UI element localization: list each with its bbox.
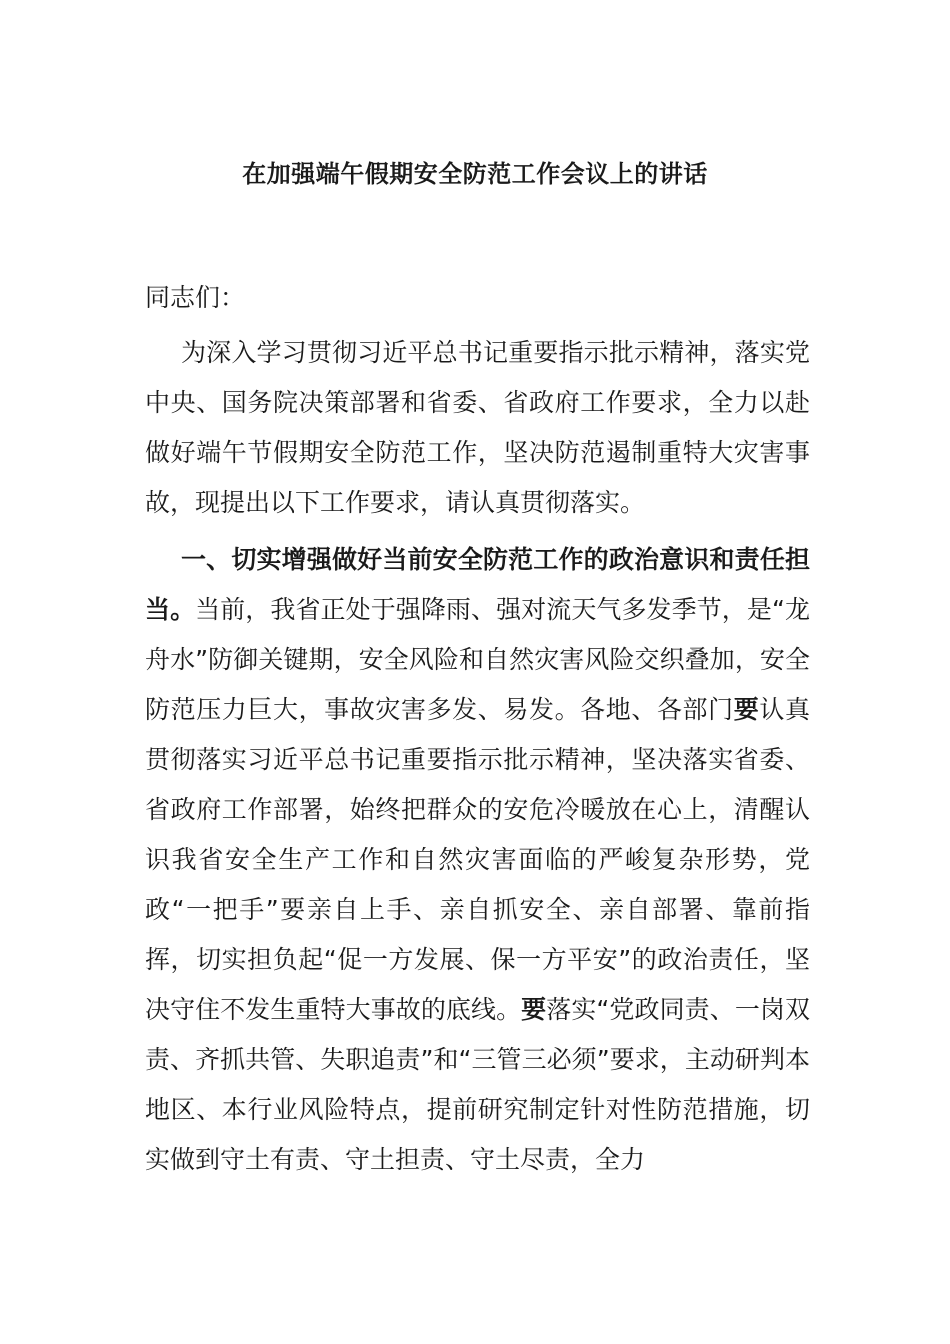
paragraph-section-one	[145, 535, 810, 1185]
paragraph-text: 落实“党政同责、一岗双责、齐抓共管、失职追责”和“三管三必须”要求，主动研判本地区、本行业风险特点，提前研究制定针对性防范措施，切实做到守土有责、守土担责、守土尽责，全力	[145, 995, 810, 1174]
document-title: 在加强端午假期安全防范工作会议上的讲话	[242, 160, 708, 188]
emphasis-text: 要	[733, 695, 760, 724]
greeting: 同志们：	[145, 283, 246, 312]
emphasis-text: 要	[521, 995, 547, 1024]
paragraph-intro: 为深入学习贯彻习近平总书记重要指示批示精神，落实党中央、国务院决策部署和省委、省政府工作要求，全力以赴做好端午节假期安全防范工作，坚决防范遏制重特大灾害事故，现提出以下工作要求，请认真贯彻落实。	[145, 338, 810, 517]
paragraph-text: 当前，我省正处于强降雨、强对流天气多发季节，是“龙舟水”防御关键期，安全风险和自然灾害风险交织叠加，安全防范压力巨大，事故灾害多发、易发。各地、各部门	[145, 595, 810, 724]
section-heading: 一、切实增强做好当前安全防范工作的政治意识和责任担当。	[145, 545, 810, 624]
paragraph-text: 认真贯彻落实习近平总书记重要指示批示精神，坚决落实省委、省政府工作部署，始终把群众的安危冷暖放在心上，清醒认识我省安全生产工作和自然灾害面临的严峻复杂形势，党政“一把手”要亲自上手、亲自抓安全、亲自部署、靠前指挥，切实担负起“促一方发展、保一方平安”的政治责任，坚决守住不发生重特大事故的底线。	[145, 695, 810, 1024]
